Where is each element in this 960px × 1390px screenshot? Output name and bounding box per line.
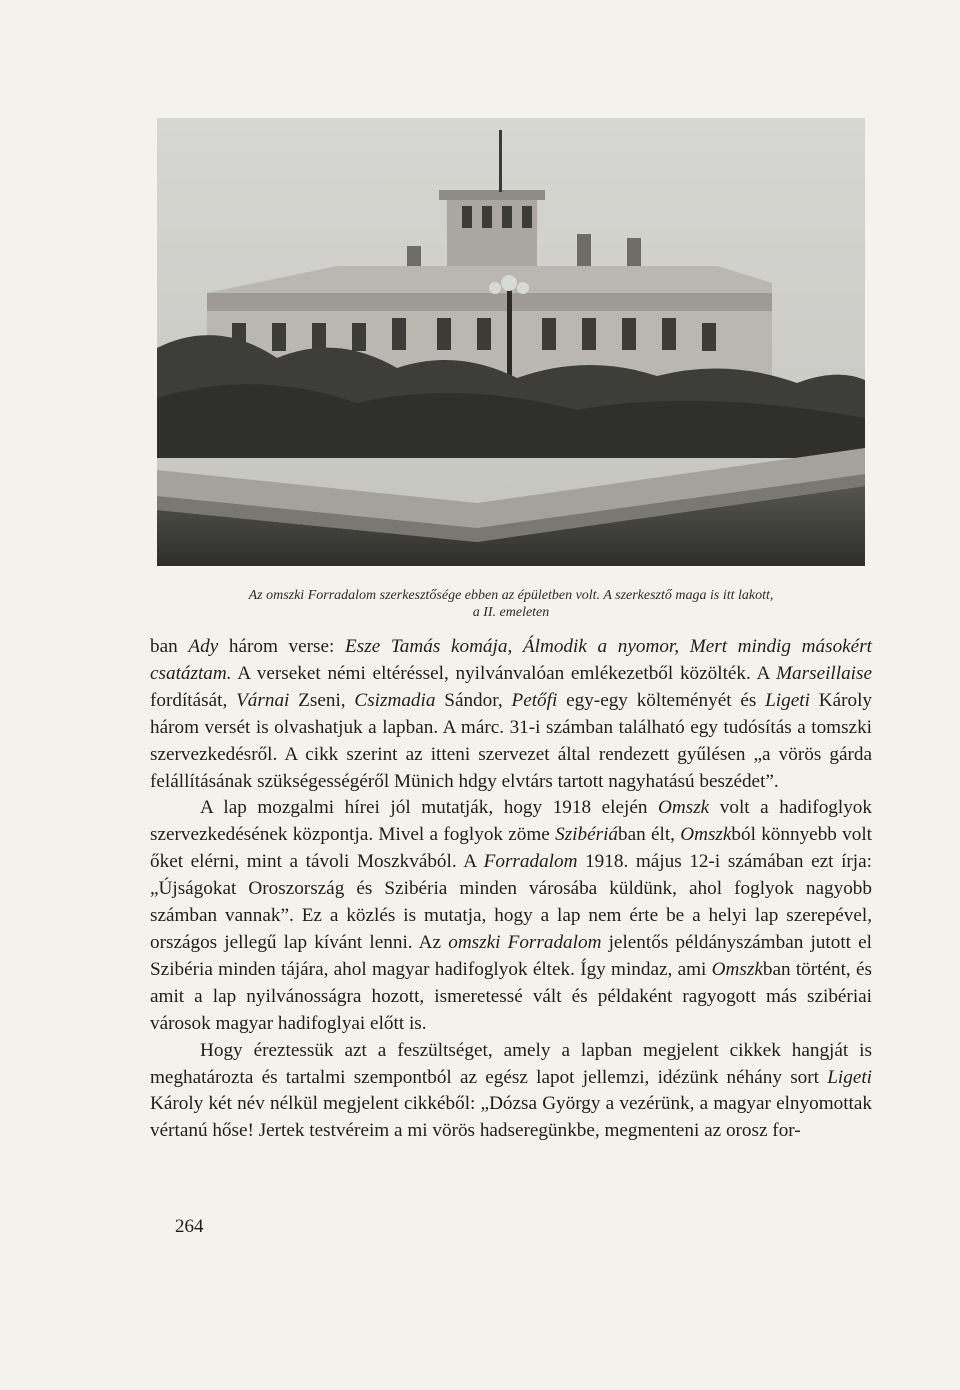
body-text (150, 634, 872, 1145)
text-run: Károly három versét is olvashatjuk a lapban. A márc. 31-i számban található egy tudósítás a tomszki szervezkedésről. A cikk szerint az itteni szervezet által rendezett gyűlésen „a vörös gárda felállításának szükségességéről Münich hdgy elvtárs tartott nagyhatású beszédet”. (150, 689, 873, 792)
italic-text-run: Omszk (658, 797, 710, 819)
page-number: 264 (175, 1216, 204, 1237)
italic-text-run: Forradalom (483, 851, 578, 873)
caption-line-1: Az omszki Forradalom szerkesztősége ebben az épületben volt. A szerkesztő maga is itt lakott, (248, 588, 774, 603)
text-run: ban élt, (618, 824, 681, 846)
italic-text-run: Szibériá (555, 824, 619, 846)
text-run: Károly két név nélkül megjelent cikkéből: „Dózsa György a vezérünk, a magyar elnyomottak vértanú hőse! Jertek testvéreim a mi vörös hadseregünkbe, megmenteni az orosz for- (150, 1093, 872, 1142)
italic-text-run: Esze Tamás komája, Álmodik a nyomor, Mert mindig másokért csatáztam. (150, 636, 872, 684)
text-run: fordítását, (150, 689, 237, 711)
text-run: A verseket némi eltéréssel, nyilvánvalóan emlékezetből közölték. A (231, 662, 777, 684)
italic-text-run: Omszk (711, 958, 763, 980)
text-run: volt a hadifoglyok szervezkedésének központja. Mivel a foglyok zöme (150, 797, 872, 846)
building-photo-icon (157, 118, 865, 566)
text-run: ból könnyebb volt őket elérni, mint a távoli Moszkvából. A (150, 824, 873, 873)
italic-text-run: Ady (188, 636, 219, 657)
paragraph (150, 634, 872, 795)
text-run: 1918. május 12-i számában ezt írja: „Újságokat Oroszország és Szibéria minden városába küldünk, ahol foglyok nagyobb számban vannak”. Ez a közlés is mutatja, hogy a lap nem érte be a helyi lap szerepével, országos jellegű lap kívánt lenni. Az (150, 851, 872, 953)
italic-text-run: Marseillaise (776, 662, 872, 684)
text-run: Hogy éreztessük azt a feszültséget, amely a lapban megjelent cikkek hangját is meghatározta és tartalmi szempontból az egész lapot jellemzi, idézünk néhány sort (150, 1039, 872, 1088)
text-run: jelentős példányszámban jutott el Szibéria minden tájára, ahol magyar hadifoglyok éltek. Így mindaz, ami (150, 931, 873, 980)
text-run: Zseni, (289, 689, 355, 711)
italic-text-run: Várnai (236, 689, 290, 711)
text-run: ban (150, 636, 189, 657)
italic-text-run: Omszk (680, 824, 732, 846)
caption-line-2: a II. emeleten (472, 605, 550, 620)
text-run: A lap mozgalmi hírei jól mutatják, hogy 1918 elején (200, 797, 659, 819)
text-run: három verse: (218, 636, 346, 657)
italic-text-run: Petőfi (511, 689, 558, 711)
building-photo (157, 118, 865, 566)
paragraph (150, 1038, 872, 1146)
paragraph (150, 795, 872, 1037)
italic-text-run: Ligeti (827, 1066, 872, 1088)
text-run: Sándor, (435, 689, 512, 711)
photo-caption (150, 587, 872, 621)
italic-text-run: Csizmadia (354, 689, 436, 711)
italic-text-run: omszki Forradalom (448, 931, 602, 953)
text-run: egy-egy költeményét és (557, 689, 766, 711)
italic-text-run: Ligeti (765, 689, 810, 711)
text-run: ban történt, és amit a lap nyilvánosságra hozott, ismeretessé vált és példaként ragyogott más szibériai városok magyar hadifoglyai előtt is. (150, 958, 872, 1034)
